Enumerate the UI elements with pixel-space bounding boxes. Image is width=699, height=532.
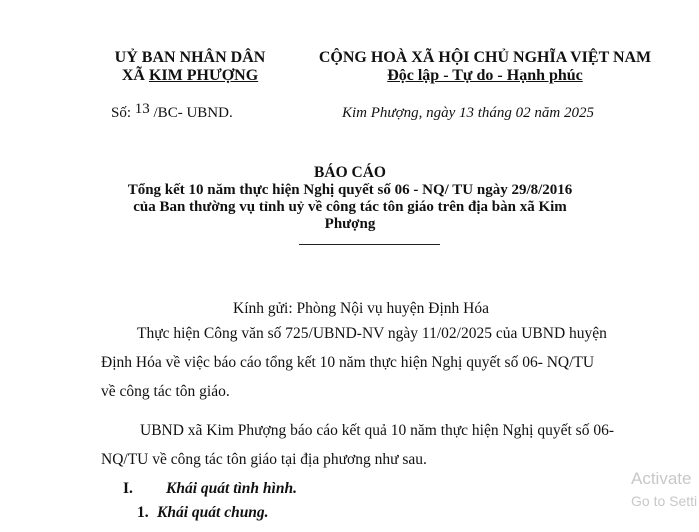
section-heading: Khái quát tình hình.: [166, 480, 297, 497]
issuing-authority: [110, 49, 270, 85]
so-number: 13: [134, 101, 150, 117]
authority-line-2: XÃ KIM PHƯỢNG: [121, 67, 259, 84]
country-name: CỘNG HOÀ XÃ HỘI CHỦ NGHĨA VIỆT NAM: [318, 49, 652, 66]
paragraph-1-line-2: Định Hóa về việc báo cáo tổng kết 10 năm thực hiện Nghị quyết số 06- NQ/TU: [101, 354, 595, 371]
activation-watermark-subtitle: Go to Setti: [631, 493, 698, 509]
section-number: I.: [123, 480, 133, 497]
title-heading: BÁO CÁO: [314, 164, 386, 181]
so-suffix: /BC- UBND.: [153, 105, 233, 121]
paragraph-2-line-2: NQ/TU về công tác tôn giáo tại địa phương như sau.: [101, 451, 427, 468]
recipient-line: Kính gửi: Phòng Nội vụ huyện Định Hóa: [233, 300, 489, 317]
subsection-heading: Khái quát chung.: [157, 504, 269, 521]
national-motto: [300, 49, 670, 85]
authority-name-underlined: KIM PHƯỢNG: [148, 67, 259, 84]
motto: Độc lập - Tự do - Hạnh phúc: [387, 67, 583, 84]
so-label: Số:: [111, 105, 132, 121]
place-date: Kim Phượng, ngày 13 tháng 02 năm 2025: [342, 105, 595, 121]
title-underline: [299, 244, 440, 245]
title-line-3: của Ban thường vụ tỉnh uỷ về công tác tôn giáo trên địa bàn xã Kim: [133, 199, 567, 215]
subsection-number: 1.: [137, 504, 149, 521]
document-number: [111, 101, 233, 122]
paragraph-1-line-3: về công tác tôn giáo.: [101, 383, 230, 400]
paragraph-2-line-1: UBND xã Kim Phượng báo cáo kết quả 10 năm thực hiện Nghị quyết số 06-: [140, 422, 614, 439]
title-line-4: Phượng: [324, 216, 376, 232]
activation-watermark-title: Activate: [631, 469, 692, 488]
report-title: [100, 164, 600, 233]
paragraph-1-line-1: Thực hiện Công văn số 725/UBND-NV ngày 11/02/2025 của UBND huyện: [137, 325, 607, 342]
title-line-2: Tổng kết 10 năm thực hiện Nghị quyết số 06 - NQ/ TU ngày 29/8/2016: [127, 182, 573, 198]
authority-line-1: UỶ BAN NHÂN DÂN: [114, 49, 266, 66]
